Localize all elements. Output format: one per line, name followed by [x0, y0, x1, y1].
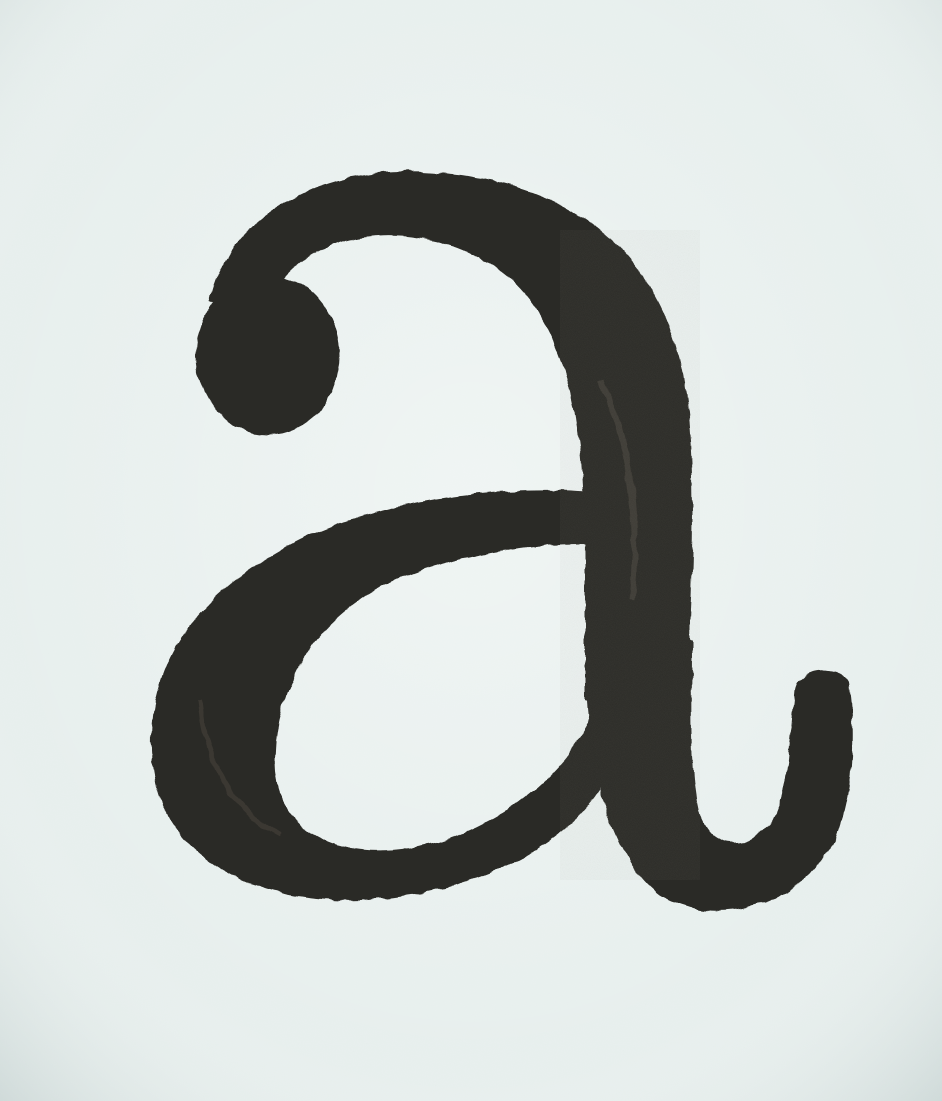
ink-texture-overlay [560, 230, 700, 880]
letter-glyph [12, 12, 13, 13]
